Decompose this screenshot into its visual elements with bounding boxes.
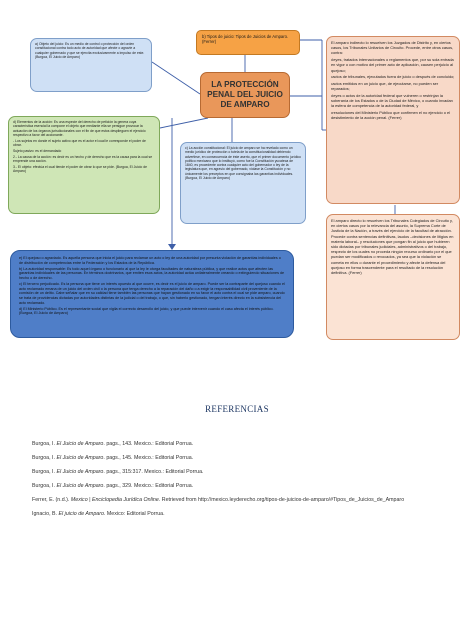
constitutional-action-text: c) La acción constitucional: El juicio de amparo se ha revelado como un medio jurídico de protección o tutela de la constitucionalidad debiendo advertirse, en consecuencia de éste aserto, que el primer documento jurídico político mexicano que lo instituyó, como fue la Constitución yucateca de 1840, es procedente contra cualquier acto del gobernador o ley de la legislatura que, en agravio del gobernado, violase la Constitución y no únicamente los preceptos en que consignaba las garantías individuales. (Burgoa, El Juicio de Amparo) — [185, 146, 301, 181]
elements-box — [8, 116, 160, 214]
reference-item — [32, 454, 452, 462]
references-title: REFERENCIAS — [205, 404, 269, 414]
elements-text-1: d) Elementos de la acción: Es una especie del derecho de petición la genera cuya característica esencial la compone el objeto que mediante ella se persigue provocar la actuación de los órganos jurisdiccionales con el fin de que estos desplieguen el ejercicio respectivo a favor del accionante. — [13, 120, 146, 137]
constitutional-action-box — [180, 142, 306, 224]
reference-item — [32, 496, 452, 504]
parties-box — [10, 250, 294, 338]
parties-text-2: b) La autoridad responsable: Es todo aquel órgano o funcionario al que la ley le otorga facultades de naturaleza pública, y que realice actos que afecten las garantías individuales de las personas. En términos doctrinarios, que emiten esos actos, la autoridad actúa unilateralmente creando o extinguiendo situaciones de hecho o de derecho. — [19, 266, 285, 280]
reference-item — [32, 482, 452, 490]
indirect-text-4: •actos emitidos en un juicio que, de ejecutarse, no pueden ser reparados; — [331, 80, 439, 92]
type-box-text: b) Tipos de juicio: Tipos de Juicios de Amparo. (Ferrer) — [202, 34, 289, 45]
indirect-text-1: El amparo indirecto lo resuelven los Juzgados de Distrito y, en ciertos casos, los Tribunales Unitarios de Circuito. Procede, entre otros casos, contra: — [331, 40, 454, 56]
center-title: LA PROTECCIÓN PENAL DEL JUICIO DE AMPARO — [207, 80, 283, 109]
reference-author: Ferrer, E. (n.d.). — [32, 497, 71, 503]
indirect-text-3: •actos de tribunales, ejecutados fuera de juicio o después de concluido; — [331, 74, 455, 80]
object-box — [30, 38, 152, 92]
object-box-text: a) Objeto del juicio: Es un medio de control o protección del orden constitucional contra todo acto de autoridad que afecte o agravie a cualquier gobernado y que se ejercita exclusivamente a impulso de este. (Burgoa, El Juicio de Amparo) — [35, 42, 145, 59]
parties-text-3: c) El tercero perjudicado. Es la persona que tiene un interés opuesto al que ocurre, es decir es el juicio de amparo. Puede ser la contraparte del quejoso cuando el acto reclamado emana de un juicio del orden civil o la persona que tenga derecho a la reparación del daño o a exigir la responsabilidad civil proveniente de la comisión de un delito. Cabe señalar que en su calidad tiene también las personas que hayan gestionado en su favor el acto contra el cual se pide amparo, cuando se trata de providencias dictadas por autoridades distintas de la judicial o del trabajo, o que, sin haberlo gestionado, tengan interés directo en la subsistencia del acto reclamado. — [19, 282, 285, 305]
indirect-amparo-box — [326, 36, 460, 204]
reference-item — [32, 440, 452, 448]
center-title-box — [200, 72, 290, 118]
elements-text-5: 3.- El objeto: efectúa el cual tiende el poder de obrar lo que se pide. (Burgoa, El Juicio de Amparo) — [13, 164, 148, 173]
reference-author: Burgoa, I. — [32, 441, 57, 447]
elements-text-2: - Los sujetos en donde el sujeto activo que es el actor el cual le corresponde el poder de obrar. — [13, 138, 146, 147]
connector-a — [152, 62, 200, 94]
reference-author: Burgoa, I. — [32, 469, 57, 475]
reference-item — [32, 510, 452, 518]
reference-title: El Juicio de Amparo — [56, 483, 104, 489]
reference-title: Mexico | Enciclopedia Jurídica Online — [70, 497, 159, 503]
direct-amparo-box — [326, 214, 460, 340]
direct-amparo-text: El amparo directo lo resuelven los Tribunales Colegiados de Circuito y, en ciertos casos por la relevancia del asunto, la Suprema Corte de Justicia de la Nación, a través del ejercicio de la facultad de atracción. Procede contra sentencias definitivas, laudos –decisiones de litigios en materia laboral– y resoluciones que pongan fin al juicio que hubieren sido dictadas por tribunales judiciales, administrativos o del trabajo, respecto de los cuales no proceda ningún recurso ordinario por el que puedan ser modificados o revocados, ya sea que la violación se cometa en ellos o durante el procedimiento y afecte la defensa del quejoso en forma trascendente para el resultado de la resolución definitiva. (Ferrer) — [331, 218, 454, 276]
elements-text-3: Sujeto pasivo: es el demandado — [13, 148, 62, 153]
reference-author: Burgoa, I. — [32, 483, 57, 489]
reference-author: Burgoa, I. — [32, 455, 57, 461]
parties-text-4: d) El Ministerio Público. Es el representante social que vigila el correcto desarrollo del juicio, y que puede intervenir cuando el caso afecta el interés público. (Burgoa, El Juicio de Amparo) — [19, 306, 274, 316]
reference-title: El Juicio de Amparo — [56, 455, 104, 461]
reference-details: . Mexico: Editorial Porrua. — [103, 511, 165, 517]
type-box — [196, 30, 300, 55]
parties-text-1: e) El quejoso o agraviado. Es aquella persona que inicia el juicio para reclamar un acto o ley de una autoridad por presunta violación de garantías individuales o de distribución de competencias entre la Federación y los Estados de la República. — [19, 256, 281, 265]
reference-details: . pags., 145. Mexico.: Editorial Porrua. — [103, 455, 194, 461]
reference-author: Ignacio, B. — [32, 511, 59, 517]
indirect-text-6: •resoluciones del Ministerio Público que confirmen el no ejercicio o el desistimiento de la acción penal. (Ferrer) — [331, 109, 451, 121]
reference-item — [32, 468, 452, 476]
reference-title: El Juicio de Amparo — [56, 441, 104, 447]
reference-title: El juicio de Amparo — [58, 511, 104, 517]
reference-details[interactable]: . Retrieved from http://mexico.leyderecho.org/tipos-de-juicios-de-amparo/#Tipos_de_Juicios_de_Amparo — [158, 497, 405, 503]
reference-details: . pags., 329. Mexico.: Editorial Porrua. — [103, 483, 194, 489]
indirect-text-2: •leyes, tratados internacionales o reglamentos que, por su sola entrada en vigor o con motivo del primer acto de aplicación, causen perjuicio al quejoso; — [331, 57, 454, 73]
reference-details: . pags., 315:317. Mexico.: Editorial Porrua. — [103, 469, 204, 475]
indirect-text-5: •leyes o actos de la autoridad federal que vulneren o restrinjan la soberanía de los Estados o de la Ciudad de México, o cuando invadan la esfera de competencia de la autoridad federal, y — [331, 92, 453, 109]
connector-d — [160, 118, 208, 128]
elements-text-4: 2.- La causa de la acción: es decir es un hecho y de derecho que es la causa para la cual se emprende una acción. — [13, 154, 153, 163]
references-list — [32, 440, 452, 524]
reference-title: El Juicio de Amparo — [56, 469, 104, 475]
reference-details: . pags., 143. Mexico.: Editorial Porrua. — [103, 441, 194, 447]
